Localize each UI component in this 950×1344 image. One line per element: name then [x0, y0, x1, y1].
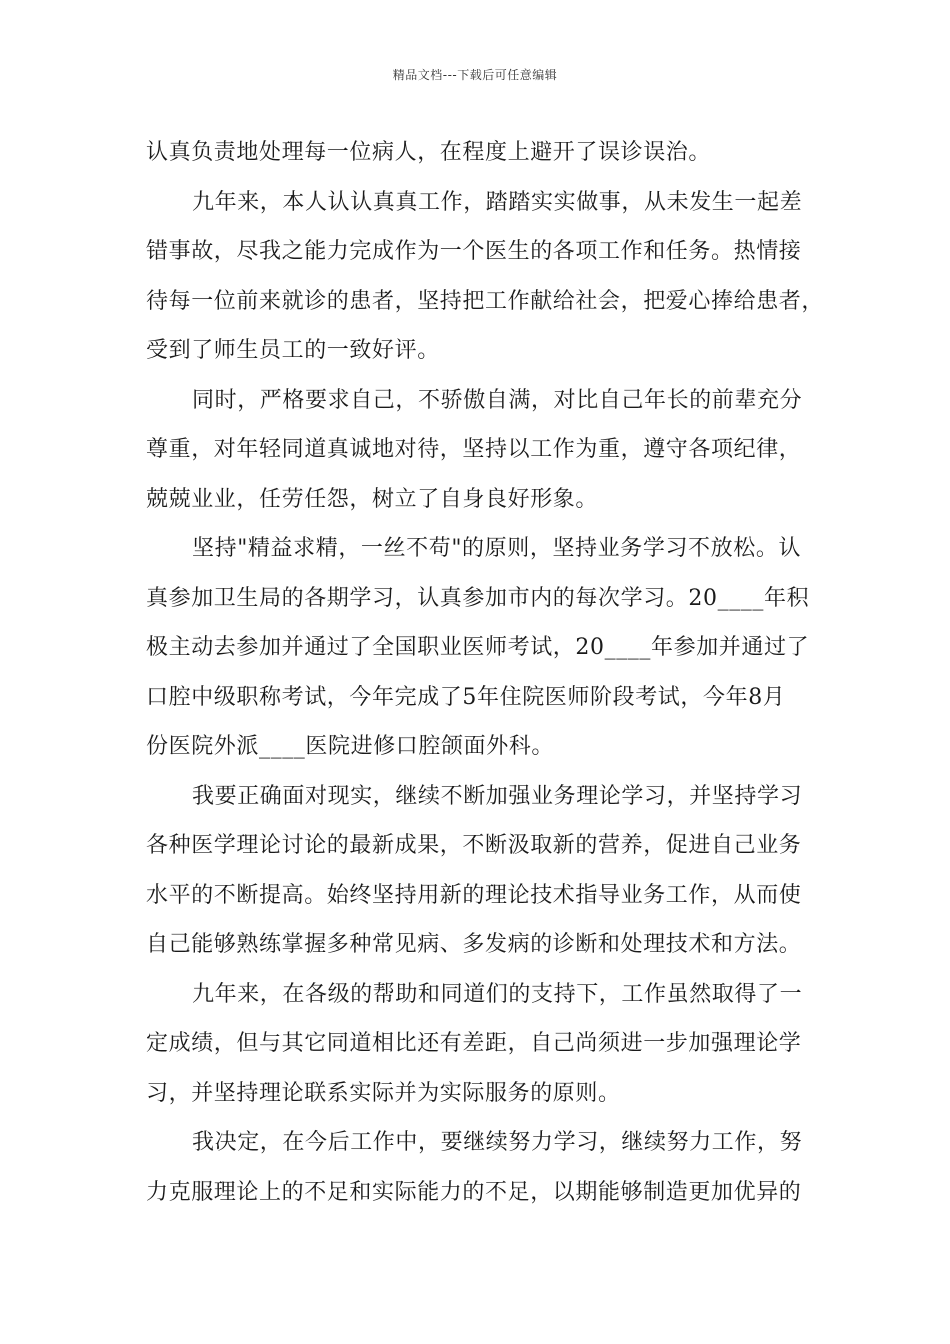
text-line: 错事故，尽我之能力完成作为一个医生的各项工作和任务。热情接 — [146, 239, 802, 264]
page-header: 精品文档---下载后可任意编辑 — [392, 68, 558, 82]
paragraph-start-line: 九年来，在各级的帮助和同道们的支持下，工作虽然取得了一 — [192, 981, 803, 1007]
text-line: 定成绩，但与其它同道相比还有差距，自己尚须进一步加强理论学 — [146, 1031, 802, 1056]
text-line: 受到了师生员工的一致好评。 — [146, 338, 440, 363]
text-line: 自己能够熟练掌握多种常见病、多发病的诊断和处理技术和方法。 — [146, 932, 802, 957]
paragraph-start-line: 坚持"精益求精，一丝不苟"的原则，坚持业务学习不放松。认 — [192, 536, 802, 561]
text-line: 各种医学理论讨论的最新成果，不断汲取新的营养，促进自己业务 — [146, 833, 802, 858]
text-line: 兢兢业业，任劳任怨，树立了自身良好形象。 — [146, 486, 599, 512]
document-body — [146, 128, 825, 1217]
paragraph-start-line: 九年来，本人认认真真工作，踏踏实实做事，从未发生一起差 — [192, 189, 803, 215]
text-line: 尊重，对年轻同道真诚地对待，坚持以工作为重，遵守各项纪律， — [146, 437, 802, 462]
text-line: 真参加卫生局的各期学习，认真参加市内的每次学习。20____年积 — [146, 585, 810, 611]
paragraph-start-line: 我要正确面对现实，继续不断加强业务理论学习，并坚持学习 — [192, 783, 803, 809]
text-line: 待每一位前来就诊的患者，坚持把工作献给社会，把爱心捧给患者， — [146, 288, 825, 314]
text-line: 水平的不断提高。始终坚持用新的理论技术指导业务工作，从而使 — [146, 882, 802, 908]
text-line: 力克服理论上的不足和实际能力的不足，以期能够制造更加优异的 — [146, 1179, 802, 1205]
paragraph-start-line: 我决定，在今后工作中，要继续努力学习，继续努力工作，努 — [192, 1130, 803, 1155]
text-line: 口腔中级职称考试，今年完成了5年住院医师阶段考试，今年8月 — [146, 684, 786, 710]
text-line: 极主动去参加并通过了全国职业医师考试，20____年参加并通过了 — [146, 635, 810, 660]
text-line: 份医院外派____医院进修口腔颌面外科。 — [146, 734, 555, 759]
text-line: 认真负责地处理每一位病人，在程度上避开了误诊误治。 — [146, 140, 712, 165]
text-line: 习，并坚持理论联系实际并为实际服务的原则。 — [146, 1080, 621, 1106]
paragraph-start-line: 同时，严格要求自己，不骄傲自满，对比自己年长的前辈充分 — [192, 387, 803, 413]
